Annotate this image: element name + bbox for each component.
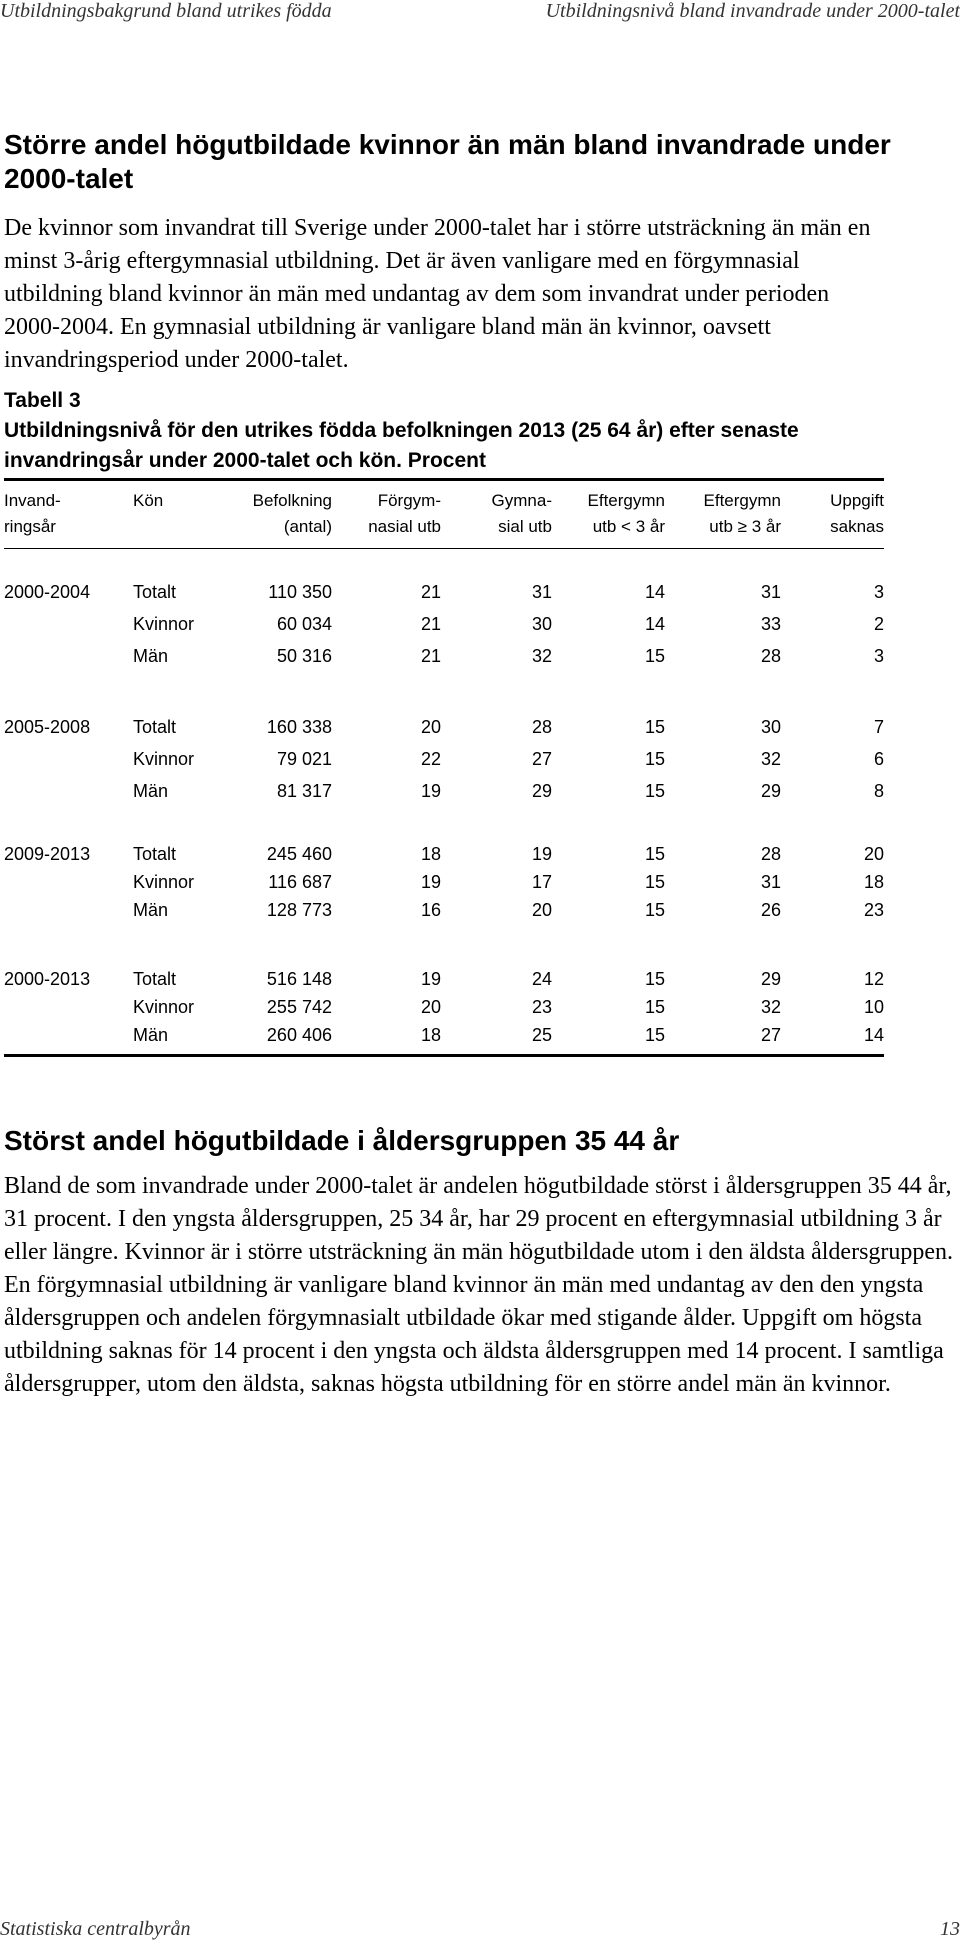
table-cell: 15 <box>644 900 665 920</box>
table-row-label: Män <box>133 646 169 666</box>
table-cell: 8 <box>873 781 884 801</box>
table-caption <box>4 386 884 476</box>
table-cell: 14 <box>644 614 665 634</box>
column-header-line: Eftergymn <box>703 491 781 510</box>
table-cell: 15 <box>644 717 665 737</box>
footer-publisher: Statistiska centralbyrån <box>0 1918 191 1940</box>
column-header-line: saknas <box>830 517 884 536</box>
table-cell: 24 <box>531 969 552 989</box>
column-header-line: Förgym- <box>377 491 441 510</box>
page-number: 13 <box>940 1918 960 1940</box>
table-cell: 116 687 <box>268 872 332 892</box>
table-cell: 31 <box>760 582 781 602</box>
table-cell: 23 <box>863 900 884 920</box>
table-cell: 20 <box>420 997 441 1017</box>
table-cell: 25 <box>531 1025 552 1045</box>
table-cell: 16 <box>420 900 441 920</box>
table-cell: 28 <box>760 646 781 666</box>
table-cell: 21 <box>420 646 441 666</box>
column-header-0 <box>4 488 61 540</box>
table-row-label: Kvinnor <box>133 997 195 1017</box>
table-cell: 516 148 <box>266 969 332 989</box>
table-header-rule <box>4 548 884 549</box>
table-cell: 81 317 <box>276 781 332 801</box>
table-cell: 30 <box>531 614 552 634</box>
table-cell: 29 <box>760 781 781 801</box>
table-row-label: Totalt <box>133 844 177 864</box>
table-cell: 27 <box>531 749 552 769</box>
table-row-label: Kvinnor <box>133 614 195 634</box>
table-cell: 160 338 <box>266 717 332 737</box>
body-paragraph-1: De kvinnor som invandrat till Sverige under 2000-talet har i större utsträckning än män en minst 3-årig eftergymnasial utbildning. Det är även vanligare med en förgymnasial utbildning bland kvinnor än män med undantag av dem som invandrat under perioden 2000-2004. En gymnasial utbildning är vanligare bland män än kvinnor, oavsett invandringsperiod under 2000-talet. <box>4 215 871 373</box>
table-period-label: 2000-2013 <box>4 969 91 989</box>
table-cell: 28 <box>760 844 781 864</box>
table-period-label: 2000-2004 <box>4 582 91 602</box>
table-cell: 19 <box>420 969 441 989</box>
table-cell: 15 <box>644 969 665 989</box>
table-cell: 3 <box>873 582 884 602</box>
table-cell: 17 <box>531 872 552 892</box>
table-row-label: Män <box>133 1025 169 1045</box>
table-cell: 7 <box>873 717 884 737</box>
table-cell: 15 <box>644 1025 665 1045</box>
table-title: Utbildningsnivå för den utrikes födda befolkningen 2013 (25 64 år) efter senaste invandringsår under 2000-talet och kön. Procent <box>4 419 799 472</box>
column-header-line: Invand- <box>4 491 61 510</box>
table-label: Tabell 3 <box>4 389 81 412</box>
body-paragraph-2: Bland de som invandrade under 2000-talet är andelen högutbildade störst i åldersgruppen 35 44 år, 31 procent. I den yngsta åldersgruppen, 25 34 år, har 29 procent en eftergymnasial utbildning 3 år eller längre. Kvinnor är i större utsträckning än män högutbildade utom i den äldsta åldersgruppen. En förgymnasial utbildning är vanligare bland kvinnor än män med undantag av den den yngsta åldersgruppen och andelen förgymnasialt utbildade ökar med stigande ålder. Uppgift om högsta utbildning saknas för 14 procent i den yngsta och äldsta åldersgruppen med 14 procent. I samtliga åldersgrupper, utom den äldsta, saknas högsta utbildning för en större andel män än kvinnor. <box>4 1173 954 1397</box>
column-header-line: sial utb <box>498 517 552 536</box>
table-row-label: Män <box>133 900 169 920</box>
column-header-3 <box>368 488 441 540</box>
table-cell: 29 <box>760 969 781 989</box>
section-heading: Större andel högutbildade kvinnor än män bland invandrade under 2000-talet <box>4 129 891 194</box>
column-header-line: Uppgift <box>830 491 884 510</box>
table-cell: 30 <box>760 717 781 737</box>
table-cell: 29 <box>531 781 552 801</box>
table-period-label: 2009-2013 <box>4 844 91 864</box>
table-cell: 32 <box>760 749 781 769</box>
running-header <box>0 0 960 22</box>
table-cell: 110 350 <box>268 582 332 602</box>
column-header-line: Eftergymn <box>587 491 665 510</box>
column-header-6 <box>704 488 781 540</box>
table-cell: 21 <box>420 582 441 602</box>
table-cell: 6 <box>873 749 884 769</box>
table-row-label: Kvinnor <box>133 872 195 892</box>
table-cell: 27 <box>760 1025 781 1045</box>
table-cell: 128 773 <box>266 900 332 920</box>
table-cell: 15 <box>644 844 665 864</box>
column-header-1 <box>133 488 163 540</box>
table-cell: 3 <box>873 646 884 666</box>
table-cell: 15 <box>644 749 665 769</box>
table-cell: 60 034 <box>276 614 332 634</box>
running-header-right: Utbildningsnivå bland invandrade under 2000-talet <box>545 0 960 22</box>
section-heading-2: Störst andel högutbildade i åldersgruppen 35 44 år <box>4 1125 680 1156</box>
table-cell: 31 <box>531 582 552 602</box>
table-cell: 18 <box>420 844 441 864</box>
table-row-label: Kvinnor <box>133 749 195 769</box>
column-header-line: (antal) <box>283 517 332 536</box>
column-header-7 <box>830 488 884 540</box>
table-cell: 32 <box>531 646 552 666</box>
table-cell: 33 <box>760 614 781 634</box>
table-cell: 2 <box>873 614 884 634</box>
table-cell: 19 <box>531 844 552 864</box>
table-row-label: Totalt <box>133 717 177 737</box>
table-cell: 14 <box>863 1025 884 1045</box>
table-cell: 19 <box>420 781 441 801</box>
column-header-line: ringsår <box>4 517 56 536</box>
table-cell: 245 460 <box>266 844 332 864</box>
table-cell: 15 <box>644 997 665 1017</box>
table-row-label: Totalt <box>133 582 177 602</box>
table-cell: 79 021 <box>276 749 332 769</box>
table-row-label: Män <box>133 781 169 801</box>
table-cell: 12 <box>863 969 884 989</box>
table-period-label: 2005-2008 <box>4 717 91 737</box>
column-header-line: Befolkning <box>252 491 332 510</box>
table-cell: 15 <box>644 781 665 801</box>
table-cell: 15 <box>644 872 665 892</box>
table-cell: 21 <box>420 614 441 634</box>
table-cell: 18 <box>420 1025 441 1045</box>
table-cell: 28 <box>531 717 552 737</box>
column-header-line: Gymna- <box>491 491 552 510</box>
table-cell: 50 316 <box>276 646 332 666</box>
table-top-rule <box>4 478 884 481</box>
table-cell: 14 <box>644 582 665 602</box>
column-header-line: utb ≥ 3 år <box>709 517 781 536</box>
table-cell: 18 <box>863 872 884 892</box>
table-cell: 15 <box>644 646 665 666</box>
column-header-line: nasial utb <box>368 517 441 536</box>
column-header-4 <box>492 488 552 540</box>
table-cell: 31 <box>760 872 781 892</box>
table-cell: 32 <box>760 997 781 1017</box>
running-header-left: Utbildningsbakgrund bland utrikes födda <box>0 0 332 22</box>
table-cell: 255 742 <box>266 997 332 1017</box>
column-header-2 <box>253 488 332 540</box>
column-header-line <box>133 514 163 540</box>
table-cell: 20 <box>863 844 884 864</box>
table-cell: 26 <box>760 900 781 920</box>
table-bottom-rule <box>4 1054 884 1057</box>
table-cell: 10 <box>863 997 884 1017</box>
table-row-label: Totalt <box>133 969 177 989</box>
table-cell: 20 <box>531 900 552 920</box>
table-cell: 260 406 <box>266 1025 332 1045</box>
table-cell: 20 <box>420 717 441 737</box>
column-header-line: Kön <box>133 491 164 510</box>
column-header-line: utb < 3 år <box>592 517 665 536</box>
column-header-5 <box>588 488 665 540</box>
table-cell: 22 <box>420 749 441 769</box>
table-cell: 19 <box>420 872 441 892</box>
page-footer <box>0 1918 960 1944</box>
table-cell: 23 <box>531 997 552 1017</box>
